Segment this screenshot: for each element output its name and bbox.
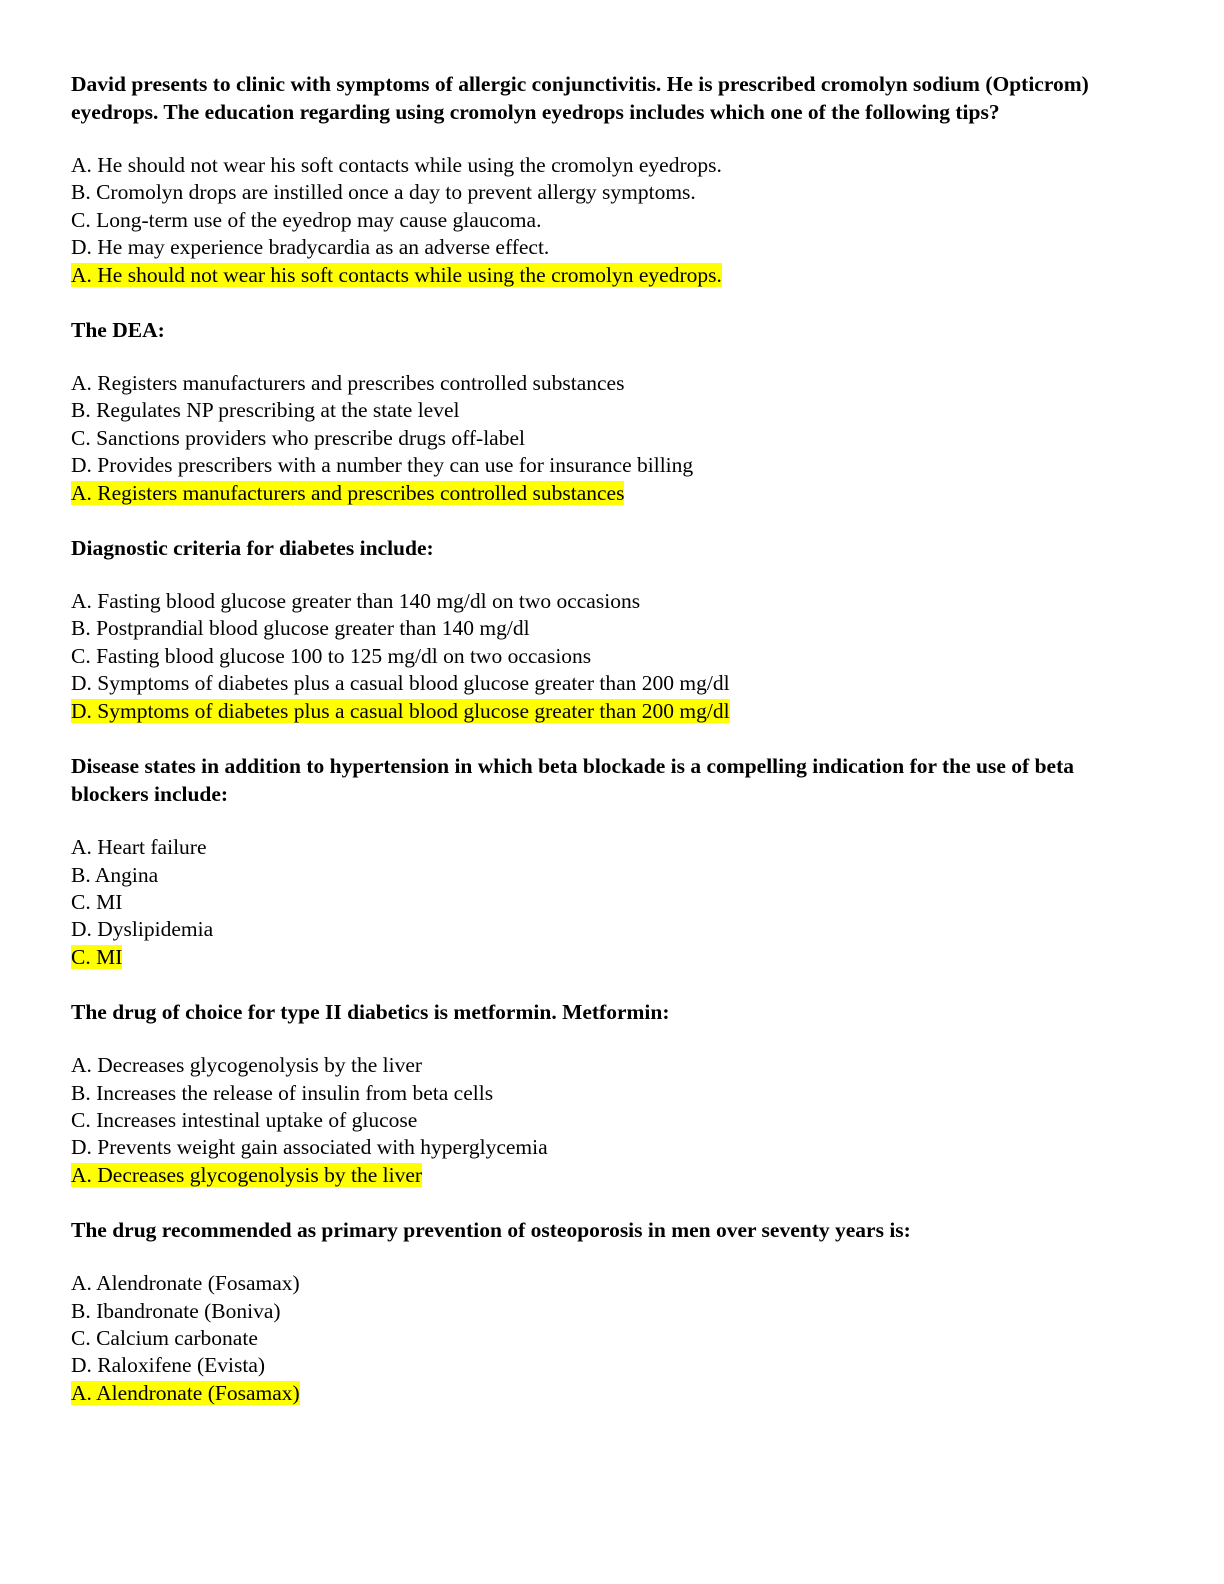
question-stem: The DEA: <box>71 318 165 343</box>
highlighted-answer <box>71 944 1146 971</box>
question-2 <box>71 316 1146 507</box>
option-b: B. Cromolyn drops are instilled once a day to prevent allergy symptoms. <box>71 180 696 205</box>
option-b: B. Increases the release of insulin from beta cells <box>71 1080 494 1105</box>
option-a: A. Heart failure <box>71 835 207 860</box>
highlighted-answer <box>71 1380 1146 1407</box>
option-d: D. Dyslipidemia <box>71 917 214 942</box>
option-d: D. Provides prescribers with a number they can use for insurance billing <box>71 453 694 478</box>
question-1 <box>71 70 1146 289</box>
question-stem: The drug of choice for type II diabetics is metformin. Metformin: <box>71 1000 670 1025</box>
option-c: C. Increases intestinal uptake of glucose <box>71 1107 418 1132</box>
option-d: D. Raloxifene (Evista) <box>71 1353 266 1378</box>
answer-highlight: D. Symptoms of diabetes plus a casual blood glucose greater than 200 mg/dl <box>71 698 730 723</box>
answer-highlight: A. Alendronate (Fosamax) <box>71 1380 300 1405</box>
option-a: A. Decreases glycogenolysis by the liver <box>71 1053 423 1078</box>
question-3 <box>71 534 1146 725</box>
option-d: D. He may experience bradycardia as an adverse effect. <box>71 235 550 260</box>
question-stem: David presents to clinic with symptoms of allergic conjunctivitis. He is prescribed cromolyn sodium (Opticrom) eyedrops. The education regarding using cromolyn eyedrops includes which one of the following tips? <box>71 72 1089 124</box>
option-a: A. He should not wear his soft contacts while using the cromolyn eyedrops. <box>71 153 722 177</box>
option-d: D. Prevents weight gain associated with hyperglycemia <box>71 1135 548 1160</box>
option-b: B. Regulates NP prescribing at the state level <box>71 398 460 423</box>
highlighted-answer <box>71 262 1146 289</box>
highlighted-answer <box>71 698 1146 725</box>
highlighted-answer <box>71 1162 1146 1189</box>
option-b: B. Postprandial blood glucose greater than 140 mg/dl <box>71 616 530 641</box>
option-c: C. Calcium carbonate <box>71 1325 258 1350</box>
question-stem: The drug recommended as primary prevention of osteoporosis in men over seventy years is: <box>71 1218 911 1243</box>
document-page <box>71 70 1146 1434</box>
answer-highlight: A. Decreases glycogenolysis by the liver <box>71 1162 423 1187</box>
question-stem: Disease states in addition to hypertension in which beta blockade is a compelling indication for the use of beta blockers include: <box>71 754 1074 807</box>
option-b: B. Ibandronate (Boniva) <box>71 1298 281 1323</box>
answer-highlight: A. Registers manufacturers and prescribes controlled substances <box>71 480 625 505</box>
option-c: C. Long-term use of the eyedrop may cause glaucoma. <box>71 207 542 232</box>
question-stem: Diagnostic criteria for diabetes include: <box>71 536 434 561</box>
question-6 <box>71 1216 1146 1407</box>
option-d: D. Symptoms of diabetes plus a casual blood glucose greater than 200 mg/dl <box>71 671 730 696</box>
answer-highlight: A. He should not wear his soft contacts while using the cromolyn eyedrops. <box>71 262 722 287</box>
question-5 <box>71 998 1146 1189</box>
option-c: C. Fasting blood glucose 100 to 125 mg/dl on two occasions <box>71 643 592 668</box>
answer-highlight: C. MI <box>71 944 123 969</box>
option-b: B. Angina <box>71 862 159 887</box>
question-4 <box>71 752 1146 971</box>
option-a: A. Fasting blood glucose greater than 140 mg/dl on two occasions <box>71 589 641 614</box>
option-c: C. Sanctions providers who prescribe drugs off-label <box>71 425 525 450</box>
option-a: A. Alendronate (Fosamax) <box>71 1271 300 1296</box>
option-a: A. Registers manufacturers and prescribes controlled substances <box>71 371 625 396</box>
highlighted-answer <box>71 480 1146 507</box>
option-c: C. MI <box>71 889 123 914</box>
